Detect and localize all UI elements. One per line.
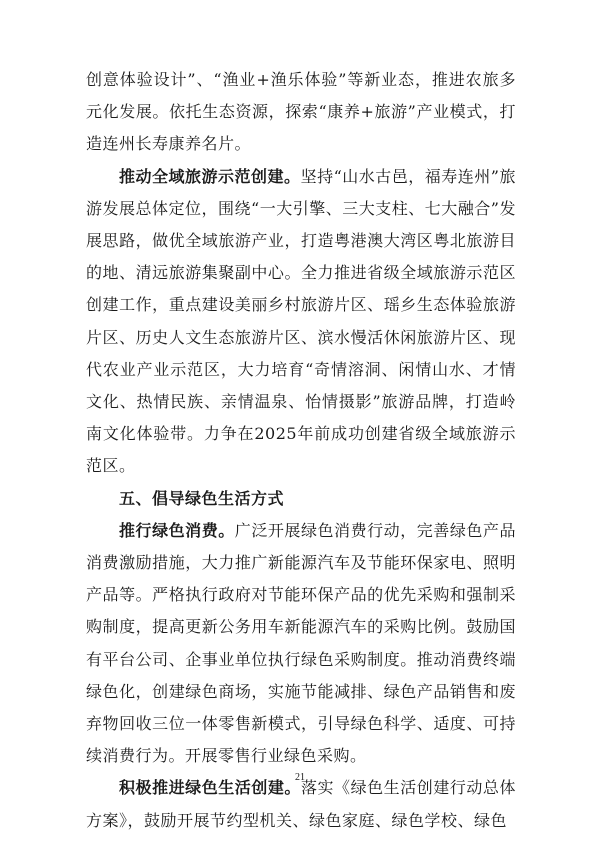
paragraph-lead: 积极推进绿色生活创建。 (119, 778, 301, 798)
paragraph-green-consumption (86, 515, 516, 773)
section-heading: 五、倡导绿色生活方式 (119, 488, 285, 508)
page-number: 21 (295, 772, 305, 783)
paragraph-tourism-demo (86, 161, 516, 483)
paragraph-continued: 创意体验设计”、“渔业+渔乐体验”等新业态，推进农旅多元化发展。依托生态资源，探索“康养+旅游”产业模式，打造连州长寿康养名片。 (86, 70, 516, 154)
paragraph-lead: 推行绿色消费。 (119, 520, 235, 540)
paragraph-text: 广泛开展绿色消费行动，完善绿色产品消费激励措施，大力推广新能源汽车及节能环保家电、照明产品等。严格执行政府对节能环保产品的优先采购和强制采购制度，提高更新公务用车新能源汽车的采购比例。鼓励国有平台公司、企事业单位执行绿色采购制度。推动消费终端绿色化，创建绿色商场，实施节能减排、绿色产品销售和废弃物回收三位一体零售新模式，引导绿色科学、适度、可持续消费行为。开展零售行业绿色采购。 (86, 520, 516, 766)
paragraph-lead: 推动全域旅游示范创建。 (119, 166, 301, 186)
document-body (86, 64, 516, 837)
paragraph-text: 坚持“山水古邑，福寿连州”旅游发展总体定位，围绕“一大引擎、三大支柱、七大融合”发展思路，做优全域旅游产业，打造粤港澳大湾区粤北旅游目的地、清远旅游集聚副中心。全力推进省级全域旅游示范区创建工作，重点建设美丽乡村旅游片区、瑶乡生态体验旅游片区、历史人文生态旅游片区、滨水慢活休闲旅游片区、现代农业产业示范区，大力培育“奇情溶洞、闲情山水、才情文化、热情民族、亲情温泉、怡情摄影”旅游品牌，打造岭南文化体验带。力争在2025年前成功创建省级全域旅游示范区。 (86, 166, 516, 476)
paragraph-text: 落实《绿色生活创建行动总体方案》，鼓励开展节约型机关、绿色家庭、绿色学校、绿色 (86, 778, 516, 830)
